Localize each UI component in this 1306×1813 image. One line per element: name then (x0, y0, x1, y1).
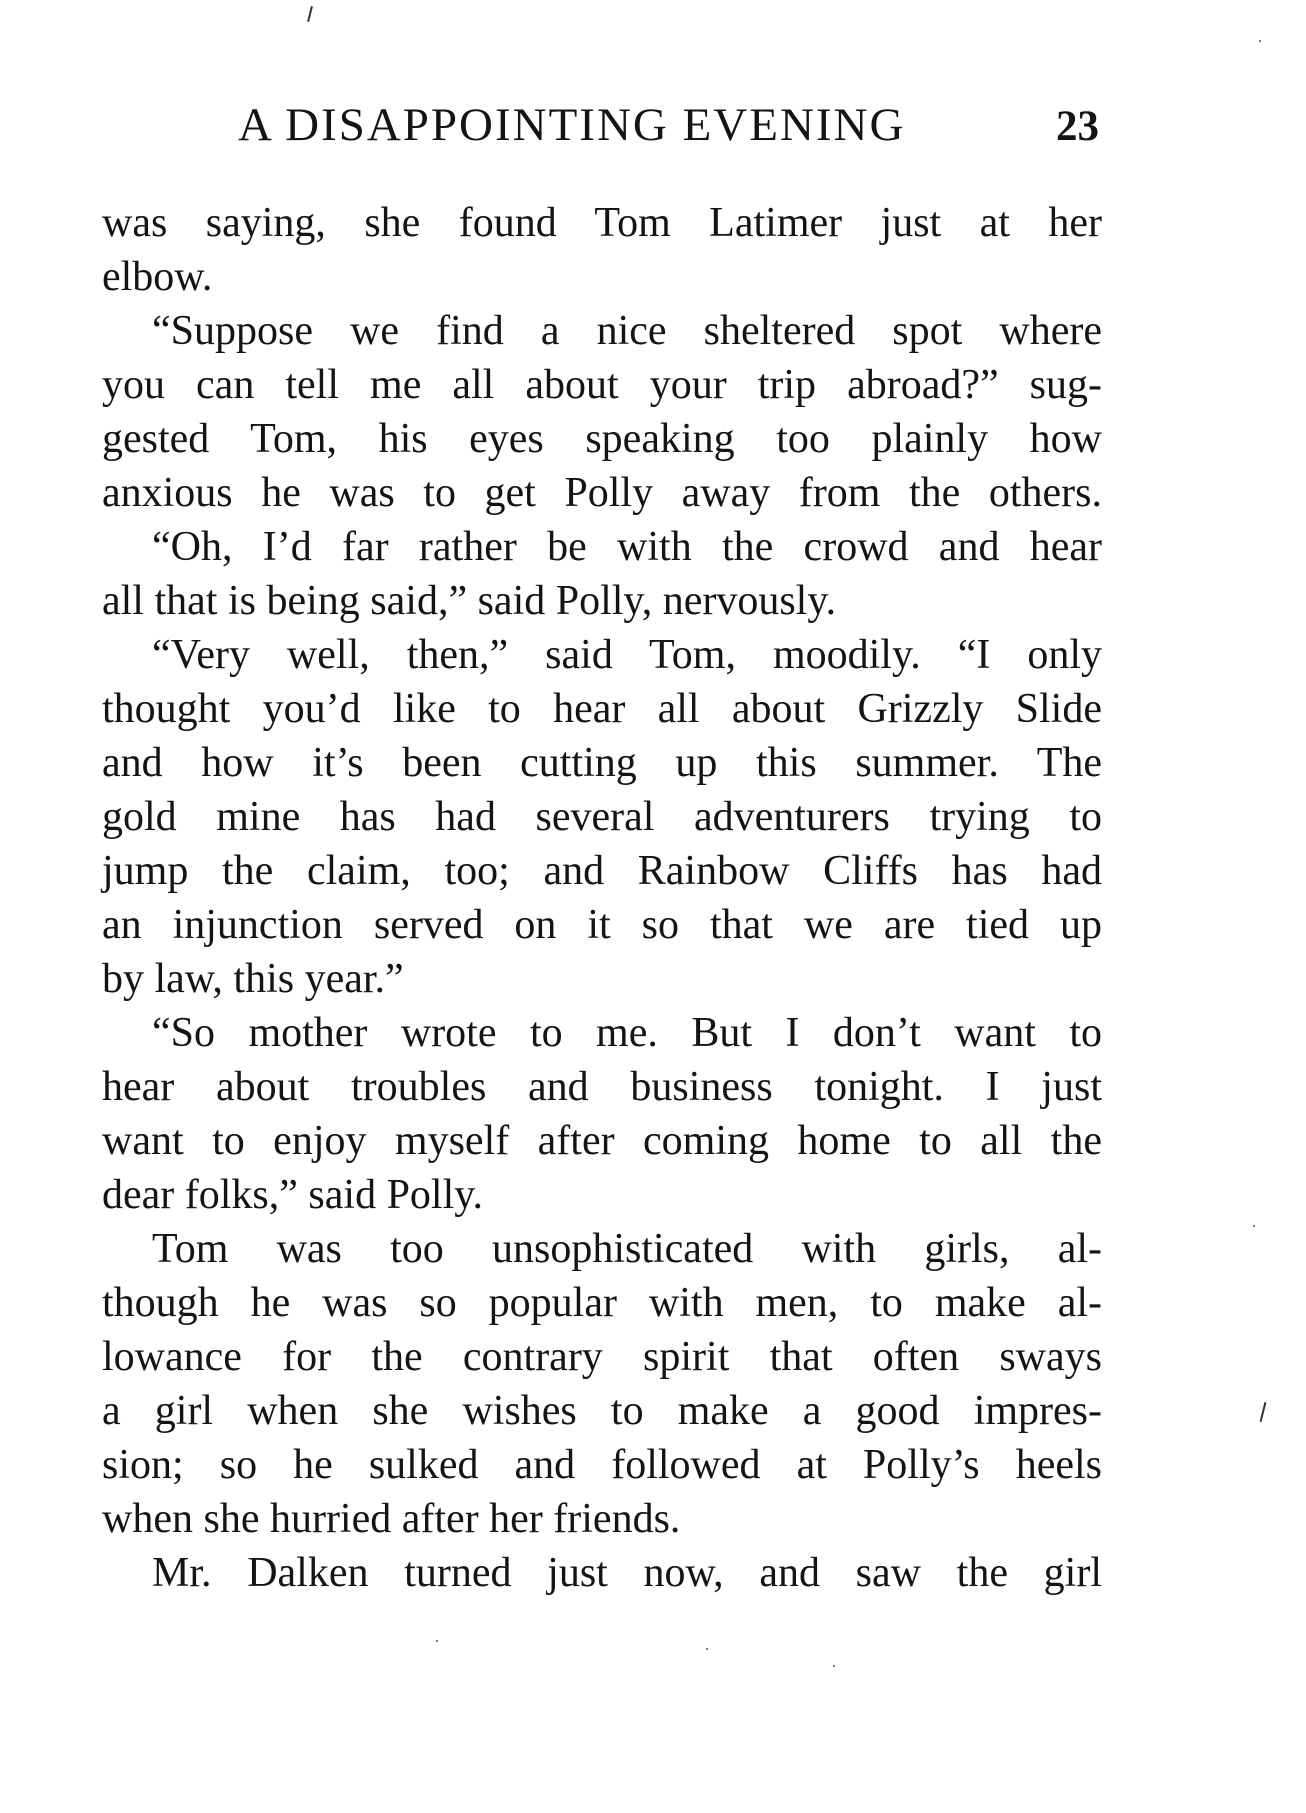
text-line: and how it’s been cutting up this summer. The (102, 740, 1102, 786)
text-line: thought you’d like to hear all about Grizzly Slide (102, 686, 1102, 732)
text-line: Mr. Dalken turned just now, and saw the girl (152, 1550, 1102, 1596)
print-speck (1253, 1225, 1255, 1227)
text-line: was saying, she found Tom Latimer just at her (102, 200, 1102, 246)
print-speck (833, 1665, 835, 1667)
text-line: “So mother wrote to me. But I don’t want to (152, 1010, 1102, 1056)
text-line: gold mine has had several adventurers trying to (102, 794, 1102, 840)
text-line: dear folks,” said Polly. (102, 1172, 484, 1218)
text-line: “Suppose we find a nice sheltered spot where (152, 308, 1102, 354)
page-number: 23 (1056, 103, 1099, 150)
print-speck (307, 6, 313, 22)
text-line: want to enjoy myself after coming home to all the (102, 1118, 1102, 1164)
text-line: all that is being said,” said Polly, nervously. (102, 578, 837, 624)
text-line: anxious he was to get Polly away from the others. (102, 470, 1102, 516)
text-line: though he was so popular with men, to make al- (102, 1280, 1102, 1326)
text-line: an injunction served on it so that we are tied up (102, 902, 1102, 948)
text-line: elbow. (102, 254, 213, 300)
text-line: you can tell me all about your trip abroad?” sug- (102, 362, 1102, 408)
text-line: gested Tom, his eyes speaking too plainly how (102, 416, 1102, 462)
print-speck (1260, 1402, 1267, 1422)
text-line: jump the claim, too; and Rainbow Cliffs has had (102, 848, 1102, 894)
text-line: Tom was too unsophisticated with girls, al- (152, 1226, 1102, 1272)
print-speck (706, 1648, 708, 1650)
text-line: lowance for the contrary spirit that often sways (102, 1334, 1102, 1380)
chapter-title: A DISAPPOINTING EVENING (238, 99, 906, 151)
print-speck (1259, 40, 1261, 42)
print-speck (436, 1640, 438, 1642)
text-line: sion; so he sulked and followed at Polly’s heels (102, 1442, 1102, 1488)
body-text (102, 196, 1102, 1600)
text-line: hear about troubles and business tonight. I just (102, 1064, 1102, 1110)
running-head (0, 95, 1306, 155)
text-line: by law, this year.” (102, 956, 404, 1002)
text-line: “Very well, then,” said Tom, moodily. “I only (152, 632, 1102, 678)
text-line: “Oh, I’d far rather be with the crowd and hear (152, 524, 1102, 570)
text-line: a girl when she wishes to make a good impres- (102, 1388, 1102, 1434)
text-line: when she hurried after her friends. (102, 1496, 681, 1542)
